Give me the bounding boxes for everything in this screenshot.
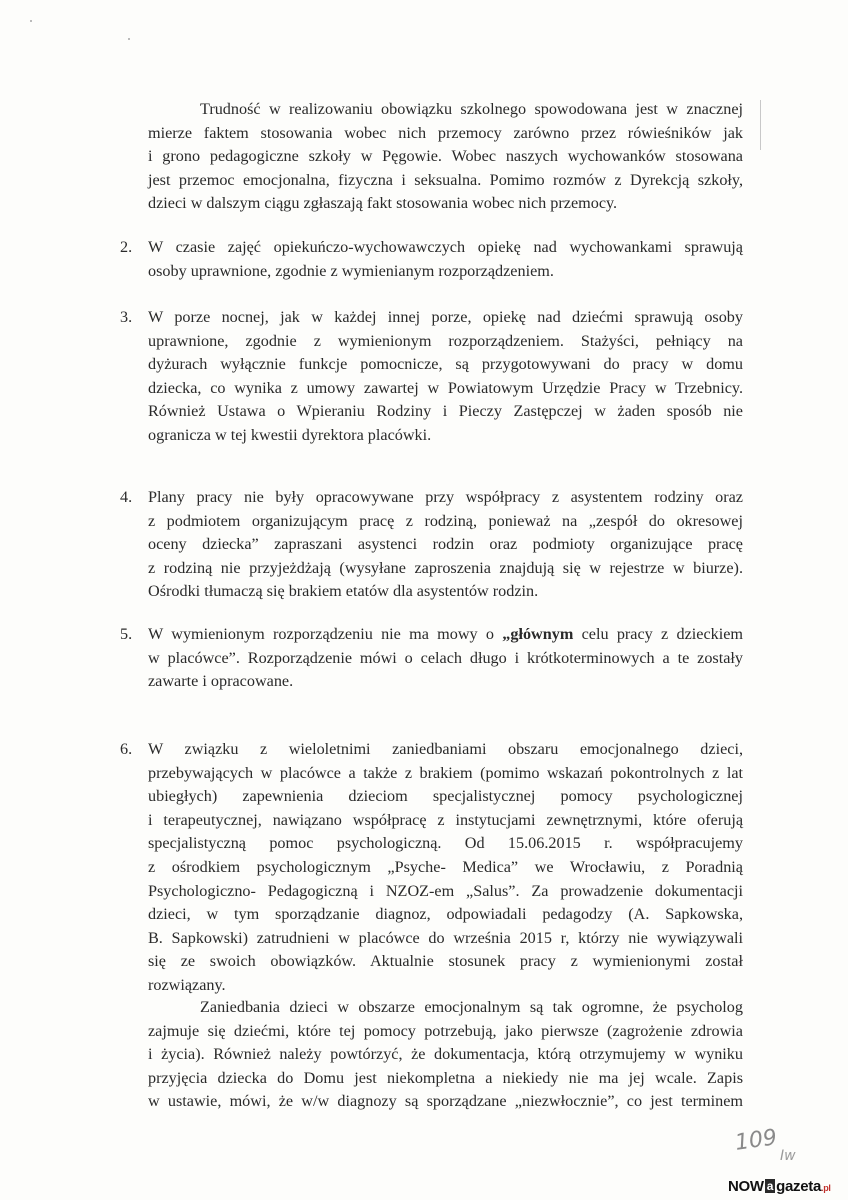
handwritten-initials: Iw xyxy=(780,1148,796,1164)
text-line: przyjęcia dziecka do Domu jest niekompletna a niekiedy nie ma jej wcale. Zapis xyxy=(148,1068,743,1087)
text-line: osoby uprawnione, zgodnie z wymienianym rozporządzeniem. xyxy=(148,261,554,280)
text-line: Również Ustawa o Wpieraniu Rodziny i Pieczy Zastępczej w żaden sposób nie xyxy=(148,402,743,421)
text-line: z ośrodkiem psychologicznym „Psyche- Medica” we Wrocławiu, z Poradnią xyxy=(148,857,743,876)
item-number: 3. xyxy=(120,308,133,326)
text-line xyxy=(148,623,743,647)
paragraph-6-continued xyxy=(148,996,743,1114)
text-line: dziecka, co wynika z umowy zawartej w Powiatowym Urzędzie Pracy w Trzebnicy. xyxy=(148,378,743,397)
text-line: i terapeutycznej, nawiązano współpracę z instytucjami zewnętrznymi, które oferują xyxy=(148,810,743,829)
text-line: przebywających w placówce a także z brakiem (pomimo wskazań pokontrolnych z lat xyxy=(148,763,743,782)
text-line: oceny dziecka” zapraszani asystenci rodzin oraz podmioty organizujące pracę xyxy=(148,535,743,554)
item-number: 6. xyxy=(120,740,133,758)
text-line: B. Sapkowski) zatrudnieni w placówce do września 2015 r, którzy nie wywiązywali xyxy=(148,928,743,947)
paragraph-5 xyxy=(148,623,743,694)
text-line: Psychologiczno- Pedagogiczną i NZOZ-em „Salus”. Za prowadzenie dokumentacji xyxy=(148,881,743,900)
paragraph-3 xyxy=(148,306,743,448)
logo-box-letter: a xyxy=(766,1179,774,1193)
text-line: w placówce”. Rozporządzenie mówi o celach długo i krótkoterminowych a te zostały xyxy=(148,648,743,667)
text-line: rozwiązany. xyxy=(148,975,226,994)
nowa-gazeta-logo xyxy=(728,1178,831,1195)
logo-suffix: .pl xyxy=(821,1183,831,1193)
text-run: W wymienionym rozporządzeniu nie ma mowy o xyxy=(148,625,503,643)
logo-text: NOW xyxy=(728,1178,764,1195)
text-line: z rodziną nie przyjeżdżają (wysyłane zaproszenia znajdują się w rejestrze w biurze). xyxy=(148,558,743,577)
text-line: uprawnione, zgodnie z wymienionym rozporządzeniem. Stażyści, pełniący na xyxy=(148,331,743,350)
text-line: W porze nocnej, jak w każdej innej porze, opiekę nad dziećmi sprawują osoby xyxy=(148,308,743,326)
item-number: 4. xyxy=(120,488,133,506)
text-line: Trudność w realizowaniu obowiązku szkolnego spowodowana jest w znacznej xyxy=(200,100,743,118)
text-line: dzieci, w tym sporządzanie diagnoz, odpowiadali pedagodzy (A. Sapkowska, xyxy=(148,905,743,924)
text-line: zawarte i opracowane. xyxy=(148,672,294,691)
item-number: 5. xyxy=(120,625,133,643)
paragraph-4 xyxy=(148,486,743,604)
text-line: i życia). Również należy powtórzyć, że dokumentacja, którą otrzymujemy w wyniku xyxy=(148,1045,743,1064)
text-line: Ośrodki tłumaczą się brakiem etatów dla asystentów rodzin. xyxy=(148,582,539,601)
handwritten-page-number: 109 xyxy=(733,1125,779,1156)
text-line: i grono pedagogiczne szkoły w Pęgowie. Wobec naszych wychowanków stosowana xyxy=(148,147,743,166)
scan-margin-line xyxy=(760,100,761,150)
text-line: w ustawie, mówi, że w/w diagnozy są sporządzane „niezwłocznie”, co jest terminem xyxy=(148,1092,743,1111)
text-line: zajmuje się dziećmi, które tej pomocy potrzebują, jako pierwsze (zagrożenie zdrowia xyxy=(148,1021,743,1040)
text-line: jest przemoc emocjonalna, fizyczna i seksualna. Pomimo rozmów z Dyrekcją szkoły, xyxy=(148,170,743,189)
text-line: dyżurach wyłącznie funkcje pomocnicze, są przygotowywani do pracy w domu xyxy=(148,355,743,374)
paragraph-2 xyxy=(148,236,743,283)
text-line: dzieci w dalszym ciągu zgłaszają fakt stosowania wobec nich przemocy. xyxy=(148,194,618,213)
paragraph-6 xyxy=(148,738,743,998)
logo-text: gazeta xyxy=(776,1178,822,1195)
text-line: ogranicza w tej kwestii dyrektora placówki. xyxy=(148,425,432,444)
bold-text: „głównym xyxy=(502,625,574,643)
text-line: ubiegłych) zapewnienia dzieciom specjalistycznej pomocy psychologicznej xyxy=(148,787,743,806)
text-line: z podmiotem organizującym pracę z rodziną, ponieważ na „zespół do okresowej xyxy=(148,511,743,530)
text-line: mierze faktem stosowania wobec nich przemocy zarówno przez rówieśników jak xyxy=(148,123,743,142)
text-run: celu pracy z dzieckiem xyxy=(573,625,744,643)
text-line: specjalistyczną pomoc psychologiczną. Od 15.06.2015 r. współpracujemy xyxy=(148,834,743,853)
item-number: 2. xyxy=(120,238,133,256)
text-line: W czasie zajęć opiekuńczo-wychowawczych opiekę nad wychowankami sprawują xyxy=(148,238,743,256)
paragraph-intro xyxy=(148,98,743,216)
text-line: W związku z wieloletnimi zaniedbaniami obszaru emocjonalnego dzieci, xyxy=(148,740,743,758)
text-line: się ze swoich obowiązków. Aktualnie stosunek pracy z wymienionymi został xyxy=(148,952,743,971)
scan-speck xyxy=(30,20,32,22)
text-line: Plany pracy nie były opracowywane przy współpracy z asystentem rodziny oraz xyxy=(148,488,743,506)
text-line: Zaniedbania dzieci w obszarze emocjonalnym są tak ogromne, że psycholog xyxy=(200,998,743,1016)
scan-speck xyxy=(128,38,130,40)
